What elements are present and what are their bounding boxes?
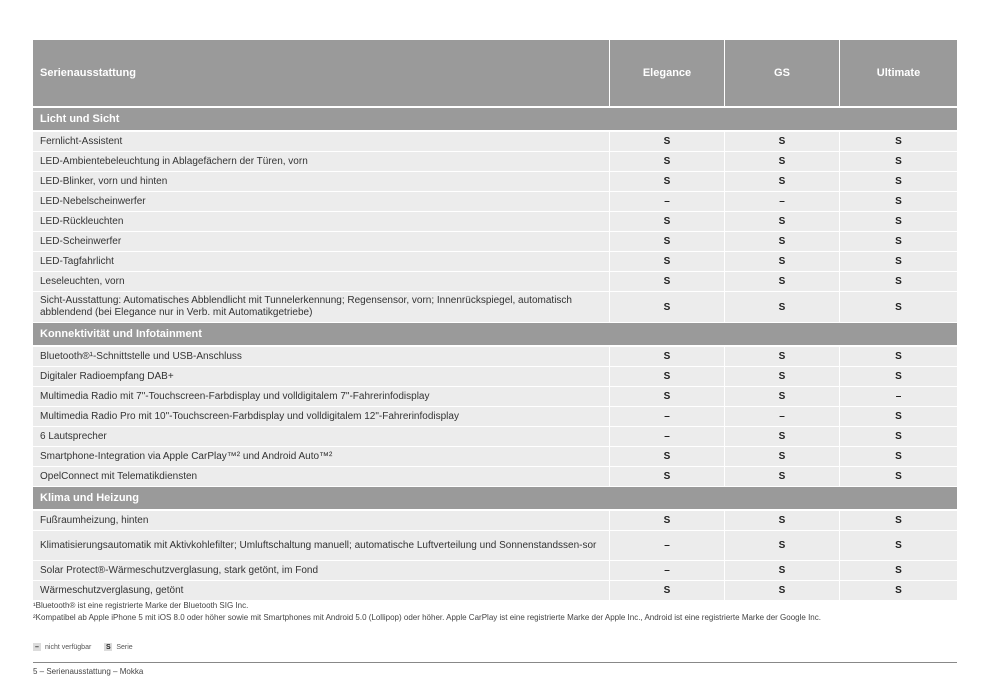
feature-label: OpelConnect mit Telematikdiensten: [33, 467, 610, 486]
availability-cell: S: [725, 252, 840, 271]
feature-label: LED-Ambientebeleuchtung in Ablagefächern der Türen, vorn: [33, 152, 610, 171]
feature-label: Smartphone-Integration via Apple CarPlay™² und Android Auto™²: [33, 447, 610, 466]
availability-cell: –: [610, 407, 725, 426]
table-row: [33, 367, 957, 387]
availability-cell: –: [610, 427, 725, 446]
availability-cell: S: [610, 152, 725, 171]
table-row: [33, 132, 957, 152]
table-row: [33, 212, 957, 232]
equipment-table: [33, 40, 957, 601]
feature-label: Bluetooth®¹-Schnittstelle und USB-Anschluss: [33, 347, 610, 366]
availability-cell: S: [895, 236, 902, 247]
availability-cell: S: [610, 511, 725, 530]
table-row: [33, 447, 957, 467]
table-row: [33, 292, 957, 323]
feature-label: Sicht-Ausstattung: Automatisches Abblendlicht mit Tunnelerkennung; Regensensor, vorn; Innenrückspiegel, automatisch abblendend (bei Elegance nur in Verb. mit Automatikgetriebe): [33, 292, 610, 322]
feature-label: LED-Rückleuchten: [33, 212, 610, 231]
availability-cell: S: [610, 232, 725, 251]
section-heading: Konnektivität und Infotainment: [33, 323, 957, 345]
availability-cell: S: [895, 196, 902, 207]
section-heading: Klima und Heizung: [33, 487, 957, 509]
feature-label: Solar Protect®-Wärmeschutzverglasung, stark getönt, im Fond: [33, 561, 610, 580]
table-row: [33, 347, 957, 367]
footnotes: [33, 600, 963, 624]
availability-cell: S: [895, 216, 902, 227]
legend-symbol: S: [105, 643, 111, 651]
table-row: [33, 531, 957, 561]
availability-cell: S: [725, 347, 840, 366]
availability-cell: S: [895, 256, 902, 267]
table-row: [33, 152, 957, 172]
footnote-2: ²Kompatibel ab Apple iPhone 5 mit iOS 8.0 oder höher sowie mit Smartphones mit Android 5.0 (Lollipop) oder höher. Apple CarPlay ist eine registrierte Marke der Apple Inc., Android ist eine registrierte Marke der Google Inc.: [33, 613, 821, 622]
availability-cell: S: [725, 581, 840, 600]
availability-cell: S: [610, 272, 725, 291]
availability-cell: S: [610, 447, 725, 466]
availability-cell: S: [610, 292, 725, 322]
table-row: [33, 252, 957, 272]
availability-cell: S: [725, 561, 840, 580]
legend-symbol: –: [33, 643, 41, 651]
availability-cell: S: [895, 585, 902, 596]
availability-cell: S: [610, 467, 725, 486]
feature-label: Multimedia Radio mit 7"-Touchscreen-Farbdisplay und volldigitalem 7"-Fahrerinfodisplay: [33, 387, 610, 406]
table-row: [33, 511, 957, 531]
availability-cell: S: [610, 212, 725, 231]
availability-cell: –: [895, 391, 902, 402]
table-body: [33, 108, 957, 601]
availability-cell: –: [610, 531, 725, 560]
footnote-1: ¹Bluetooth® ist eine registrierte Marke der Bluetooth SIG Inc.: [33, 601, 249, 610]
feature-label: Fernlicht-Assistent: [33, 132, 610, 151]
availability-cell: S: [725, 272, 840, 291]
feature-label: Wärmeschutzverglasung, getönt: [33, 581, 610, 600]
availability-cell: S: [725, 292, 840, 322]
availability-cell: S: [725, 152, 840, 171]
availability-cell: S: [610, 252, 725, 271]
availability-cell: S: [895, 371, 902, 382]
availability-cell: S: [895, 176, 902, 187]
table-row: [33, 407, 957, 427]
header-trim-ultimate: Ultimate: [876, 67, 921, 79]
header-title: Serienausstattung: [33, 40, 610, 106]
availability-cell: S: [725, 447, 840, 466]
availability-cell: S: [725, 232, 840, 251]
table-row: [33, 561, 957, 581]
availability-cell: S: [895, 351, 902, 362]
availability-cell: S: [610, 172, 725, 191]
availability-cell: –: [725, 407, 840, 426]
availability-cell: S: [895, 411, 902, 422]
availability-cell: S: [895, 540, 902, 551]
table-row: [33, 387, 957, 407]
availability-cell: S: [725, 511, 840, 530]
feature-label: Multimedia Radio Pro mit 10"-Touchscreen-Farbdisplay und volldigitalem 12"-Fahrerinfodisplay: [33, 407, 610, 426]
availability-cell: S: [610, 347, 725, 366]
availability-cell: S: [895, 565, 902, 576]
page-footer: 5 – Serienausstattung – Mokka: [33, 667, 144, 676]
feature-label: LED-Blinker, vorn und hinten: [33, 172, 610, 191]
availability-cell: S: [725, 367, 840, 386]
availability-cell: –: [610, 192, 725, 211]
footer-rule: [33, 662, 957, 663]
legend-text: nicht verfügbar: [45, 643, 92, 651]
availability-cell: S: [610, 387, 725, 406]
section-heading: Licht und Sicht: [33, 108, 957, 130]
availability-cell: S: [725, 427, 840, 446]
availability-cell: S: [610, 132, 725, 151]
feature-label: 6 Lautsprecher: [33, 427, 610, 446]
availability-cell: –: [725, 192, 840, 211]
feature-label: LED-Tagfahrlicht: [33, 252, 610, 271]
legend: [33, 643, 146, 651]
header-trim-gs: GS: [725, 40, 840, 106]
table-row: [33, 272, 957, 292]
availability-cell: S: [725, 172, 840, 191]
feature-label: LED-Scheinwerfer: [33, 232, 610, 251]
feature-label: Klimatisierungsautomatik mit Aktivkohlefilter; Umluftschaltung manuell; automatische Luftverteilung und Sonnenstandssen-sor: [33, 531, 610, 560]
feature-label: Digitaler Radioempfang DAB+: [33, 367, 610, 386]
availability-cell: S: [895, 156, 902, 167]
availability-cell: –: [610, 561, 725, 580]
availability-cell: S: [895, 301, 902, 313]
legend-text: Serie: [116, 643, 133, 651]
availability-cell: S: [895, 136, 902, 147]
availability-cell: S: [895, 515, 902, 526]
availability-cell: S: [895, 431, 902, 442]
availability-cell: S: [610, 367, 725, 386]
table-row: [33, 232, 957, 252]
availability-cell: S: [895, 471, 902, 482]
availability-cell: S: [895, 451, 902, 462]
feature-label: Fußraumheizung, hinten: [33, 511, 610, 530]
availability-cell: S: [725, 212, 840, 231]
availability-cell: S: [725, 531, 840, 560]
availability-cell: S: [610, 581, 725, 600]
availability-cell: S: [895, 276, 902, 287]
availability-cell: S: [725, 387, 840, 406]
table-row: [33, 467, 957, 487]
table-row: [33, 172, 957, 192]
availability-cell: S: [725, 467, 840, 486]
table-row: [33, 192, 957, 212]
legend-item: [33, 643, 91, 651]
table-header: [33, 40, 957, 106]
availability-cell: S: [725, 132, 840, 151]
header-trim-elegance: Elegance: [610, 40, 725, 106]
feature-label: LED-Nebelscheinwerfer: [33, 192, 610, 211]
legend-item: [104, 643, 132, 651]
table-row: [33, 427, 957, 447]
table-row: [33, 581, 957, 601]
feature-label: Leseleuchten, vorn: [33, 272, 610, 291]
